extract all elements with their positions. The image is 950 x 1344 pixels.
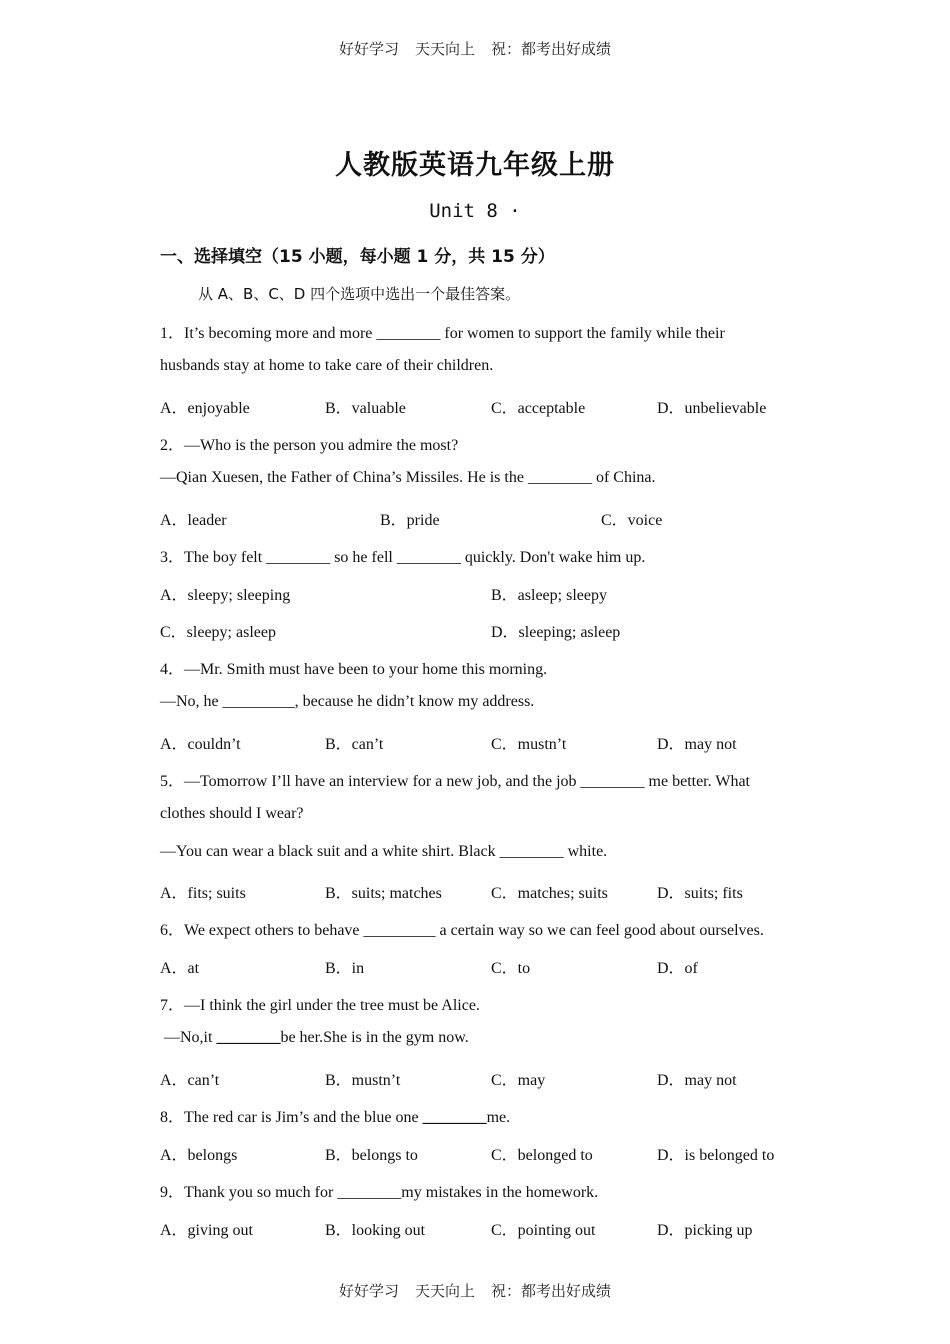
question-3-option-b: B．asleep; sleepy	[491, 587, 607, 604]
question-1-line-2: husbands stay at home to take care of their children.	[160, 357, 494, 374]
question-6-option-b: B．in	[325, 960, 365, 977]
question-8-option-c: C．belonged to	[491, 1147, 593, 1164]
header-motto-3: 祝：都考出好成绩	[491, 40, 612, 58]
question-7-option-b: B．mustn’t	[325, 1072, 401, 1089]
question-5-line-3: —You can wear a black suit and a white shirt. Black ________ white.	[160, 843, 608, 860]
question-9-option-a: A．giving out	[160, 1222, 253, 1239]
question-7-option-c: C．may	[491, 1072, 546, 1089]
question-9-option-b: B．looking out	[325, 1222, 426, 1239]
question-6-option-a: A．at	[160, 960, 200, 977]
question-1-option-c: C．acceptable	[491, 400, 586, 417]
question-7-line-1: 7．—I think the girl under the tree must be Alice.	[160, 997, 480, 1014]
question-7-option-d: D．may not	[657, 1072, 737, 1089]
question-9-option-d: D．picking up	[657, 1222, 753, 1239]
page-header	[0, 38, 950, 59]
question-4-option-d: D．may not	[657, 736, 737, 753]
question-1-option-b: B．valuable	[325, 400, 406, 417]
footer-motto-2: 天天向上	[414, 1282, 475, 1300]
section-heading: 一、选择填空（15 小题，每小题 1 分，共 15 分）	[160, 247, 555, 267]
question-2-line-1: 2．—Who is the person you admire the most?	[160, 437, 459, 454]
question-6-line-1: 6．We expect others to behave _________ a certain way so we can feel good about ourselves.	[160, 922, 764, 939]
question-5-option-d: D．suits; fits	[657, 885, 743, 902]
question-5-line-1: 5．—Tomorrow I’ll have an interview for a new job, and the job ________ me better. What	[160, 773, 750, 790]
question-8-option-d: D．is belonged to	[657, 1147, 775, 1164]
question-9-option-c: C．pointing out	[491, 1222, 596, 1239]
question-5-option-c: C．matches; suits	[491, 885, 608, 902]
question-8-option-a: A．belongs	[160, 1147, 238, 1164]
question-3-option-c: C．sleepy; asleep	[160, 624, 276, 641]
question-8-option-b: B．belongs to	[325, 1147, 418, 1164]
question-3-line-1: 3．The boy felt ________ so he fell ________ quickly. Don't wake him up.	[160, 549, 646, 566]
question-1-option-d: D．unbelievable	[657, 400, 767, 417]
question-7-line-2-start: —No,it	[160, 1029, 217, 1046]
unit-subtitle: Unit 8 ·	[429, 200, 521, 222]
footer-motto-3: 祝：都考出好成绩	[491, 1282, 612, 1300]
question-8-line-1	[160, 1104, 510, 1127]
question-3-option-a: A．sleepy; sleeping	[160, 587, 291, 604]
question-2-option-a: A．leader	[160, 512, 227, 529]
question-4-option-b: B．can’t	[325, 736, 384, 753]
question-1-line-1: 1．It’s becoming more and more ________ for women to support the family while their	[160, 325, 725, 342]
question-7-option-a: A．can’t	[160, 1072, 220, 1089]
question-7-blank: ________	[216, 1029, 281, 1046]
instruction-text: 从 A、B、C、D 四个选项中选出一个最佳答案。	[198, 285, 521, 303]
question-8-line-1-end: me.	[486, 1109, 511, 1126]
question-7-line-2-end: be her.She is in the gym now.	[280, 1029, 469, 1046]
question-6-option-d: D．of	[657, 960, 698, 977]
question-8-line-1-start: 8．The red car is Jim’s and the blue one	[160, 1109, 423, 1126]
question-4-option-a: A．couldn’t	[160, 736, 241, 753]
question-8-blank: ________	[422, 1109, 487, 1126]
question-1-option-a: A．enjoyable	[160, 400, 250, 417]
question-2-line-2: —Qian Xuesen, the Father of China’s Missiles. He is the ________ of China.	[160, 469, 656, 486]
header-motto-2: 天天向上	[414, 40, 475, 58]
question-2-option-c: C．voice	[601, 512, 663, 529]
question-2-option-b: B．pride	[380, 512, 440, 529]
question-9-line-1: 9．Thank you so much for ________my mistakes in the homework.	[160, 1184, 599, 1201]
footer-motto-1: 好好学习	[338, 1282, 399, 1300]
question-4-line-1: 4．—Mr. Smith must have been to your home this morning.	[160, 661, 548, 678]
question-4-line-2: —No, he _________, because he didn’t know my address.	[160, 693, 535, 710]
question-5-option-b: B．suits; matches	[325, 885, 442, 902]
question-4-option-c: C．mustn’t	[491, 736, 567, 753]
question-5-line-2: clothes should I wear?	[160, 805, 304, 822]
question-6-option-c: C．to	[491, 960, 531, 977]
question-5-option-a: A．fits; suits	[160, 885, 246, 902]
page-title: 人教版英语九年级上册	[335, 150, 615, 181]
header-motto-1: 好好学习	[338, 40, 399, 58]
question-7-line-2	[160, 1029, 469, 1047]
page-footer	[0, 1280, 950, 1301]
question-3-option-d: D．sleeping; asleep	[491, 624, 621, 641]
